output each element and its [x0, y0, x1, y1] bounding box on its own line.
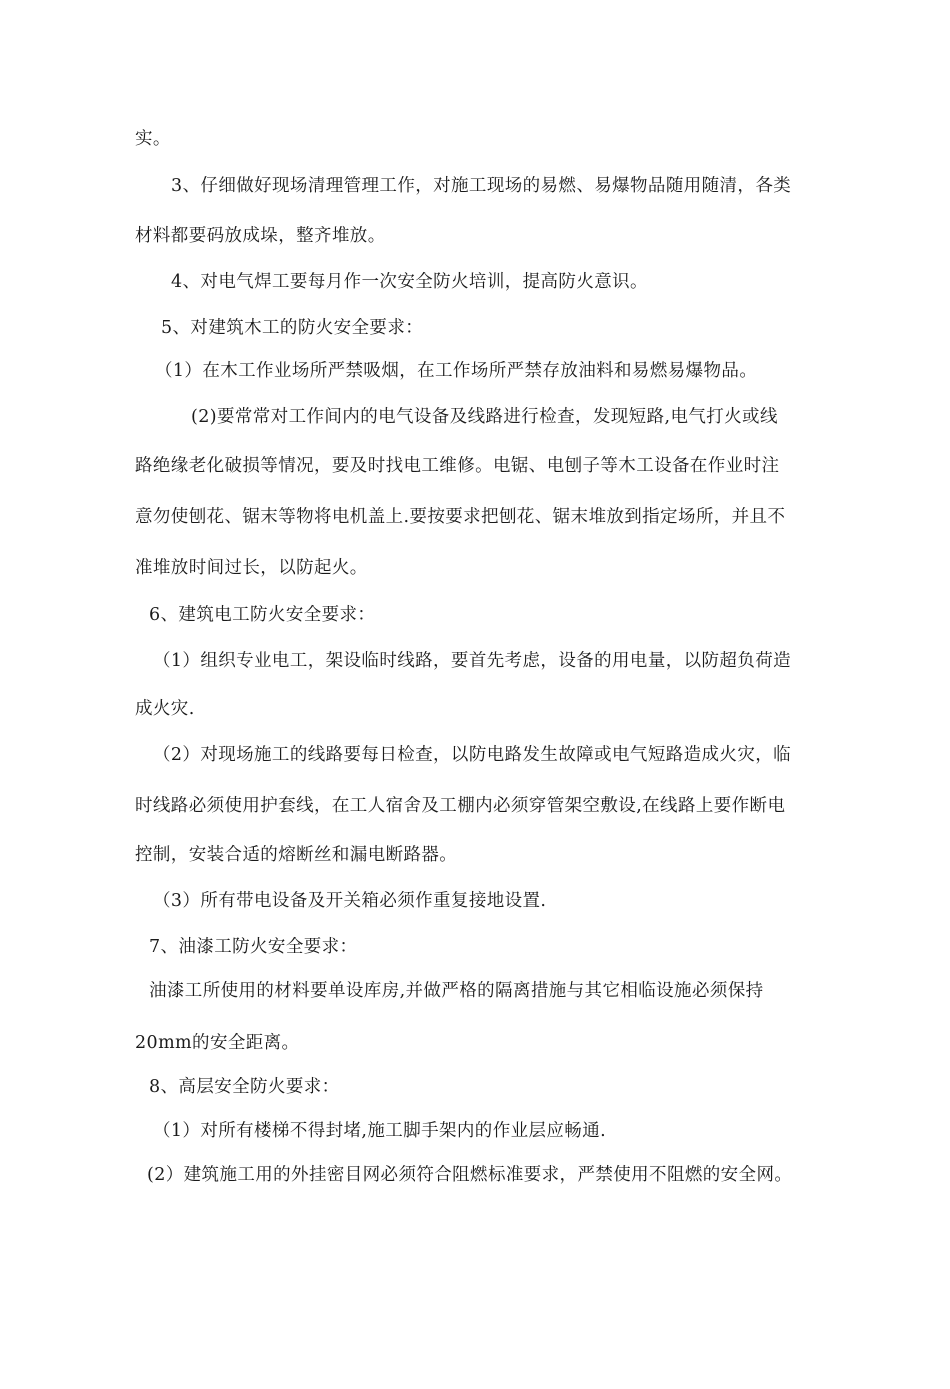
text-line: (2)要常常对工作间内的电气设备及线路进行检查，发现短路,电气打火或线 — [191, 407, 778, 427]
text-line: 准堆放时间过长，以防起火。 — [135, 558, 368, 578]
text-line: 路绝缘老化破损等情况，要及时找电工维修。电锯、电刨子等木工设备在作业时注 — [135, 456, 780, 476]
text-line: 意勿使刨花、锯末等物将电机盖上.要按要求把刨花、锯末堆放到指定场所，并且不 — [135, 507, 786, 527]
text-line: 7、油漆工防火安全要求： — [149, 937, 358, 957]
text-line: 4、对电气焊工要每月作一次安全防火培训，提高防火意识。 — [171, 272, 648, 292]
text-line: （1）在木工作业场所严禁吸烟，在工作场所严禁存放油料和易燃易爆物品。 — [155, 361, 758, 381]
text-line: 实。 — [135, 129, 171, 149]
text-line: （1）对所有楼梯不得封堵,施工脚手架内的作业层应畅通. — [153, 1121, 607, 1141]
text-line: 油漆工所使用的材料要单设库房,并做严格的隔离措施与其它相临设施必须保持 — [149, 981, 764, 1001]
text-line: （2）对现场施工的线路要每日检查，以防电路发生故障或电气短路造成火灾，临 — [153, 745, 792, 765]
text-line: (2）建筑施工用的外挂密目网必须符合阻燃标准要求，严禁使用不阻燃的安全网。 — [147, 1165, 793, 1185]
text-line: 6、建筑电工防火安全要求： — [149, 605, 376, 625]
text-line: （1）组织专业电工，架设临时线路，要首先考虑，设备的用电量，以防超负荷造 — [153, 651, 792, 671]
text-line: 控制，安装合适的熔断丝和漏电断路器。 — [135, 845, 458, 865]
text-line: 5、对建筑木工的防火安全要求： — [161, 318, 424, 338]
text-line: 20mm的安全距离。 — [135, 1033, 300, 1053]
text-line: 材料都要码放成垛，整齐堆放。 — [135, 226, 386, 246]
text-line: 8、高层安全防火要求： — [149, 1077, 340, 1097]
text-line: 时线路必须使用护套线，在工人宿舍及工棚内必须穿管架空敷设,在线路上要作断电 — [135, 796, 786, 816]
text-line: （3）所有带电设备及开关箱必须作重复接地设置. — [153, 891, 547, 911]
text-line: 成火灾. — [135, 699, 195, 719]
text-line: 3、仔细做好现场清理管理工作，对施工现场的易燃、易爆物品随用随清，各类 — [171, 176, 792, 196]
